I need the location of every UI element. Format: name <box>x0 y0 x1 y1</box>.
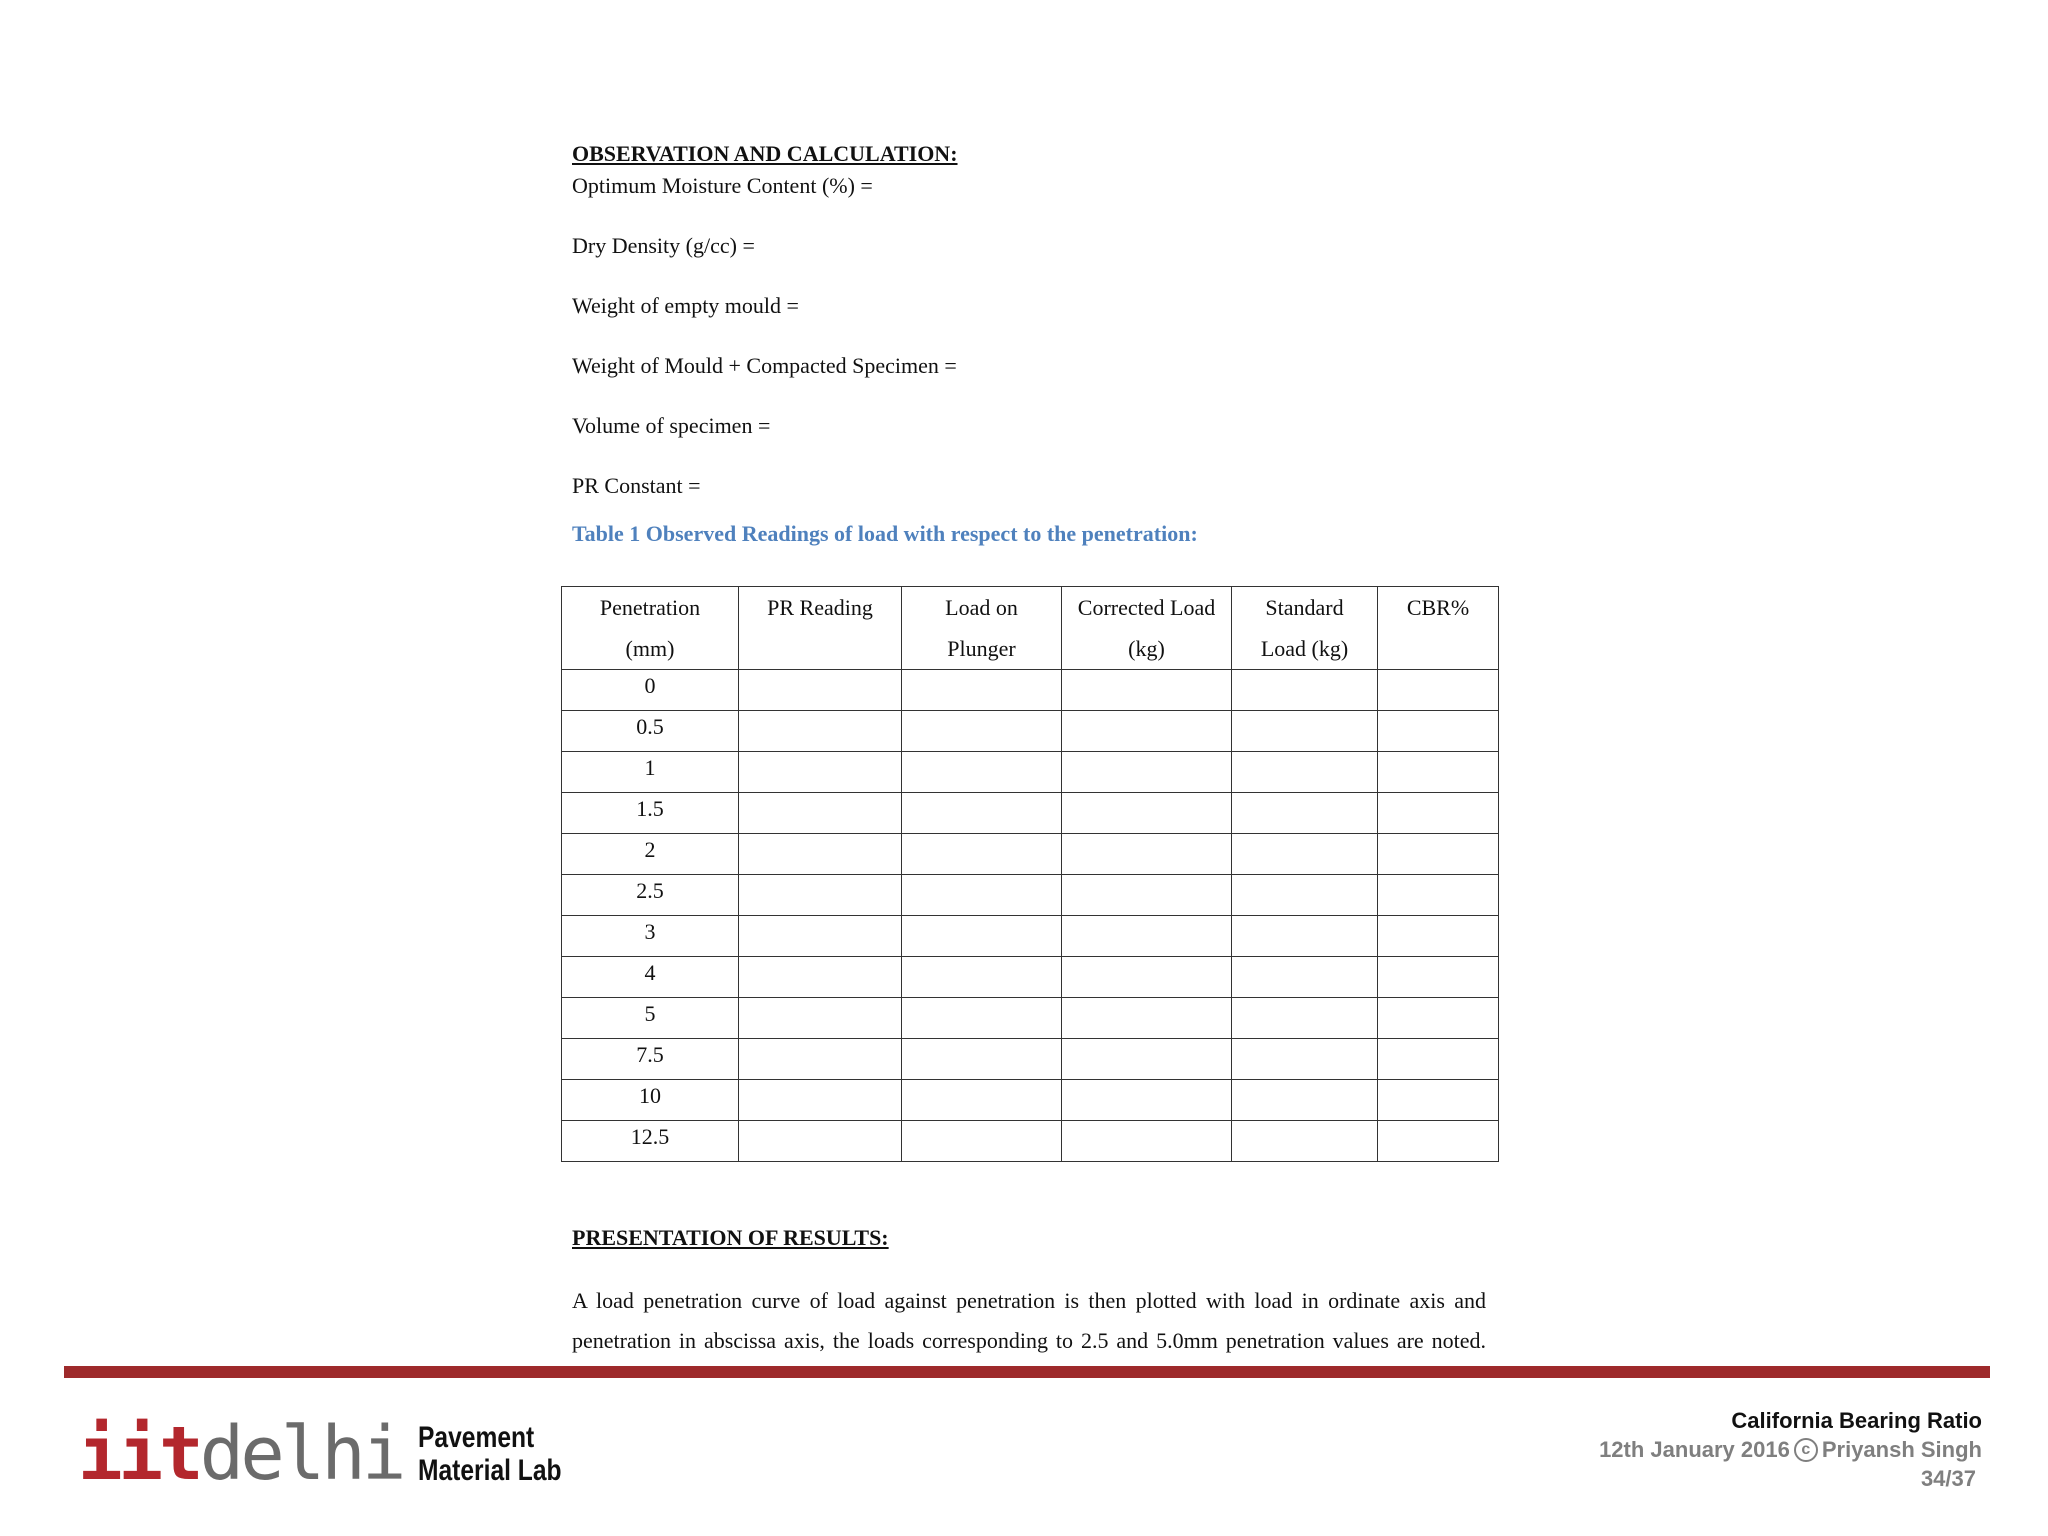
cell-penetration: 1 <box>562 752 739 793</box>
cell-empty <box>1378 670 1499 711</box>
cell-empty <box>739 752 902 793</box>
header-penetration <box>562 587 739 670</box>
header-load-on-plunger <box>902 587 1062 670</box>
cell-empty <box>902 1080 1062 1121</box>
table-row <box>562 711 1499 752</box>
cell-empty <box>902 834 1062 875</box>
cell-penetration: 2 <box>562 834 739 875</box>
cell-penetration: 3 <box>562 916 739 957</box>
cell-empty <box>1062 875 1232 916</box>
table-row <box>562 1080 1499 1121</box>
table-row <box>562 793 1499 834</box>
footer-info <box>1599 1406 1982 1493</box>
cell-empty <box>1062 834 1232 875</box>
cell-empty <box>739 875 902 916</box>
cell-empty <box>739 834 902 875</box>
cell-empty <box>902 711 1062 752</box>
cell-empty <box>1062 998 1232 1039</box>
cell-empty <box>1062 670 1232 711</box>
observation-heading: OBSERVATION AND CALCULATION: <box>572 141 958 166</box>
cell-empty <box>902 1121 1062 1162</box>
cell-empty <box>1378 711 1499 752</box>
header-standard-line2: Load (kg) <box>1260 636 1349 661</box>
lab-name-line2: Material Lab <box>418 1454 562 1487</box>
cell-empty <box>739 1039 902 1080</box>
footer-date: 12th January 2016 <box>1599 1437 1790 1462</box>
cell-penetration: 12.5 <box>562 1121 739 1162</box>
header-penetration-line2: (mm) <box>625 636 675 661</box>
cell-penetration: 0 <box>562 670 739 711</box>
cell-empty <box>1232 834 1378 875</box>
table-row <box>562 670 1499 711</box>
iitdelhi-logo <box>78 1411 593 1497</box>
observation-section <box>572 138 1488 564</box>
logo-wordmark <box>78 1411 403 1497</box>
cell-empty <box>739 998 902 1039</box>
lab-name <box>418 1421 562 1487</box>
cell-empty <box>739 711 902 752</box>
cell-empty <box>1378 1080 1499 1121</box>
cell-empty <box>1232 670 1378 711</box>
header-corrected-line2: (kg) <box>1128 636 1165 661</box>
header-penetration-line1: Penetration <box>599 595 701 620</box>
footer-meta <box>1599 1435 1982 1464</box>
cell-empty <box>739 957 902 998</box>
copyright-icon: c <box>1794 1438 1818 1462</box>
cell-penetration: 5 <box>562 998 739 1039</box>
lab-name-line1: Pavement <box>418 1421 535 1454</box>
cell-empty <box>1062 1121 1232 1162</box>
cell-empty <box>1062 752 1232 793</box>
table-row <box>562 752 1499 793</box>
footer-rule <box>64 1366 1990 1378</box>
cell-empty <box>902 998 1062 1039</box>
table-row <box>562 1121 1499 1162</box>
cell-empty <box>902 670 1062 711</box>
cell-empty <box>1232 957 1378 998</box>
cell-empty <box>739 1080 902 1121</box>
cell-empty <box>1062 711 1232 752</box>
field-optimum-moisture: Optimum Moisture Content (%) = <box>572 173 873 198</box>
results-paragraph: A load penetration curve of load against penetration is then plotted with load in ordinate axis and penetration in abscissa axis, the loads corresponding to 2.5 and 5.0mm penetration values are noted. <box>572 1288 1486 1353</box>
cell-empty <box>902 752 1062 793</box>
observed-readings-table <box>561 586 1499 1162</box>
field-pr-constant: PR Constant = <box>572 473 701 498</box>
cell-empty <box>902 916 1062 957</box>
page-number: 34/37 <box>1920 1466 1976 1491</box>
header-pr-reading <box>739 587 902 670</box>
table-row <box>562 957 1499 998</box>
footer-title: California Bearing Ratio <box>1731 1408 1982 1433</box>
cell-empty <box>1062 957 1232 998</box>
table-header-row <box>562 587 1499 670</box>
header-standard-load <box>1232 587 1378 670</box>
table-body <box>562 670 1499 1162</box>
cell-empty <box>1232 793 1378 834</box>
field-volume-specimen: Volume of specimen = <box>572 413 771 438</box>
cell-empty <box>739 670 902 711</box>
header-corrected-load <box>1062 587 1232 670</box>
cell-penetration: 4 <box>562 957 739 998</box>
cell-penetration: 2.5 <box>562 875 739 916</box>
cell-empty <box>1378 834 1499 875</box>
results-heading: PRESENTATION OF RESULTS: <box>572 1225 889 1250</box>
cell-empty <box>1232 752 1378 793</box>
table-row <box>562 834 1499 875</box>
header-cbr-line1: CBR% <box>1406 595 1470 620</box>
header-standard-line1: Standard <box>1265 595 1344 620</box>
cell-empty <box>1232 1121 1378 1162</box>
cell-empty <box>1232 1039 1378 1080</box>
cell-empty <box>739 793 902 834</box>
logo-delhi: delhi <box>199 1411 403 1497</box>
cell-penetration: 10 <box>562 1080 739 1121</box>
cell-empty <box>902 875 1062 916</box>
field-weight-mould-specimen: Weight of Mould + Compacted Specimen = <box>572 353 957 378</box>
cell-penetration: 0.5 <box>562 711 739 752</box>
cell-empty <box>1378 1121 1499 1162</box>
header-pr-reading-line1: PR Reading <box>767 595 873 620</box>
cell-empty <box>739 916 902 957</box>
header-cbr <box>1378 587 1499 670</box>
cell-empty <box>1378 875 1499 916</box>
cell-empty <box>739 1121 902 1162</box>
table-caption: Table 1 Observed Readings of load with respect to the penetration: <box>572 521 1198 546</box>
cell-penetration: 1.5 <box>562 793 739 834</box>
cell-empty <box>1378 998 1499 1039</box>
footer-author: Priyansh Singh <box>1821 1437 1982 1462</box>
cell-empty <box>1232 875 1378 916</box>
cell-empty <box>1378 793 1499 834</box>
cell-empty <box>1378 752 1499 793</box>
cell-empty <box>1378 957 1499 998</box>
header-load-line2: Plunger <box>947 636 1016 661</box>
table-row <box>562 916 1499 957</box>
cell-empty <box>1062 1080 1232 1121</box>
cell-empty <box>1378 1039 1499 1080</box>
table-row <box>562 998 1499 1039</box>
cell-empty <box>1062 1039 1232 1080</box>
cell-empty <box>1062 916 1232 957</box>
cell-empty <box>1378 916 1499 957</box>
cell-empty <box>1232 998 1378 1039</box>
cell-empty <box>902 957 1062 998</box>
cell-penetration: 7.5 <box>562 1039 739 1080</box>
field-dry-density: Dry Density (g/cc) = <box>572 233 755 258</box>
cell-empty <box>1232 1080 1378 1121</box>
table-row <box>562 875 1499 916</box>
cell-empty <box>1062 793 1232 834</box>
table-row <box>562 1039 1499 1080</box>
logo-iit: iit <box>78 1411 200 1497</box>
field-weight-empty-mould: Weight of empty mould = <box>572 293 799 318</box>
header-corrected-line1: Corrected Load <box>1077 595 1216 620</box>
header-load-line1: Load on <box>945 595 1018 620</box>
cell-empty <box>1232 916 1378 957</box>
cell-empty <box>902 793 1062 834</box>
cell-empty <box>1232 711 1378 752</box>
cell-empty <box>902 1039 1062 1080</box>
